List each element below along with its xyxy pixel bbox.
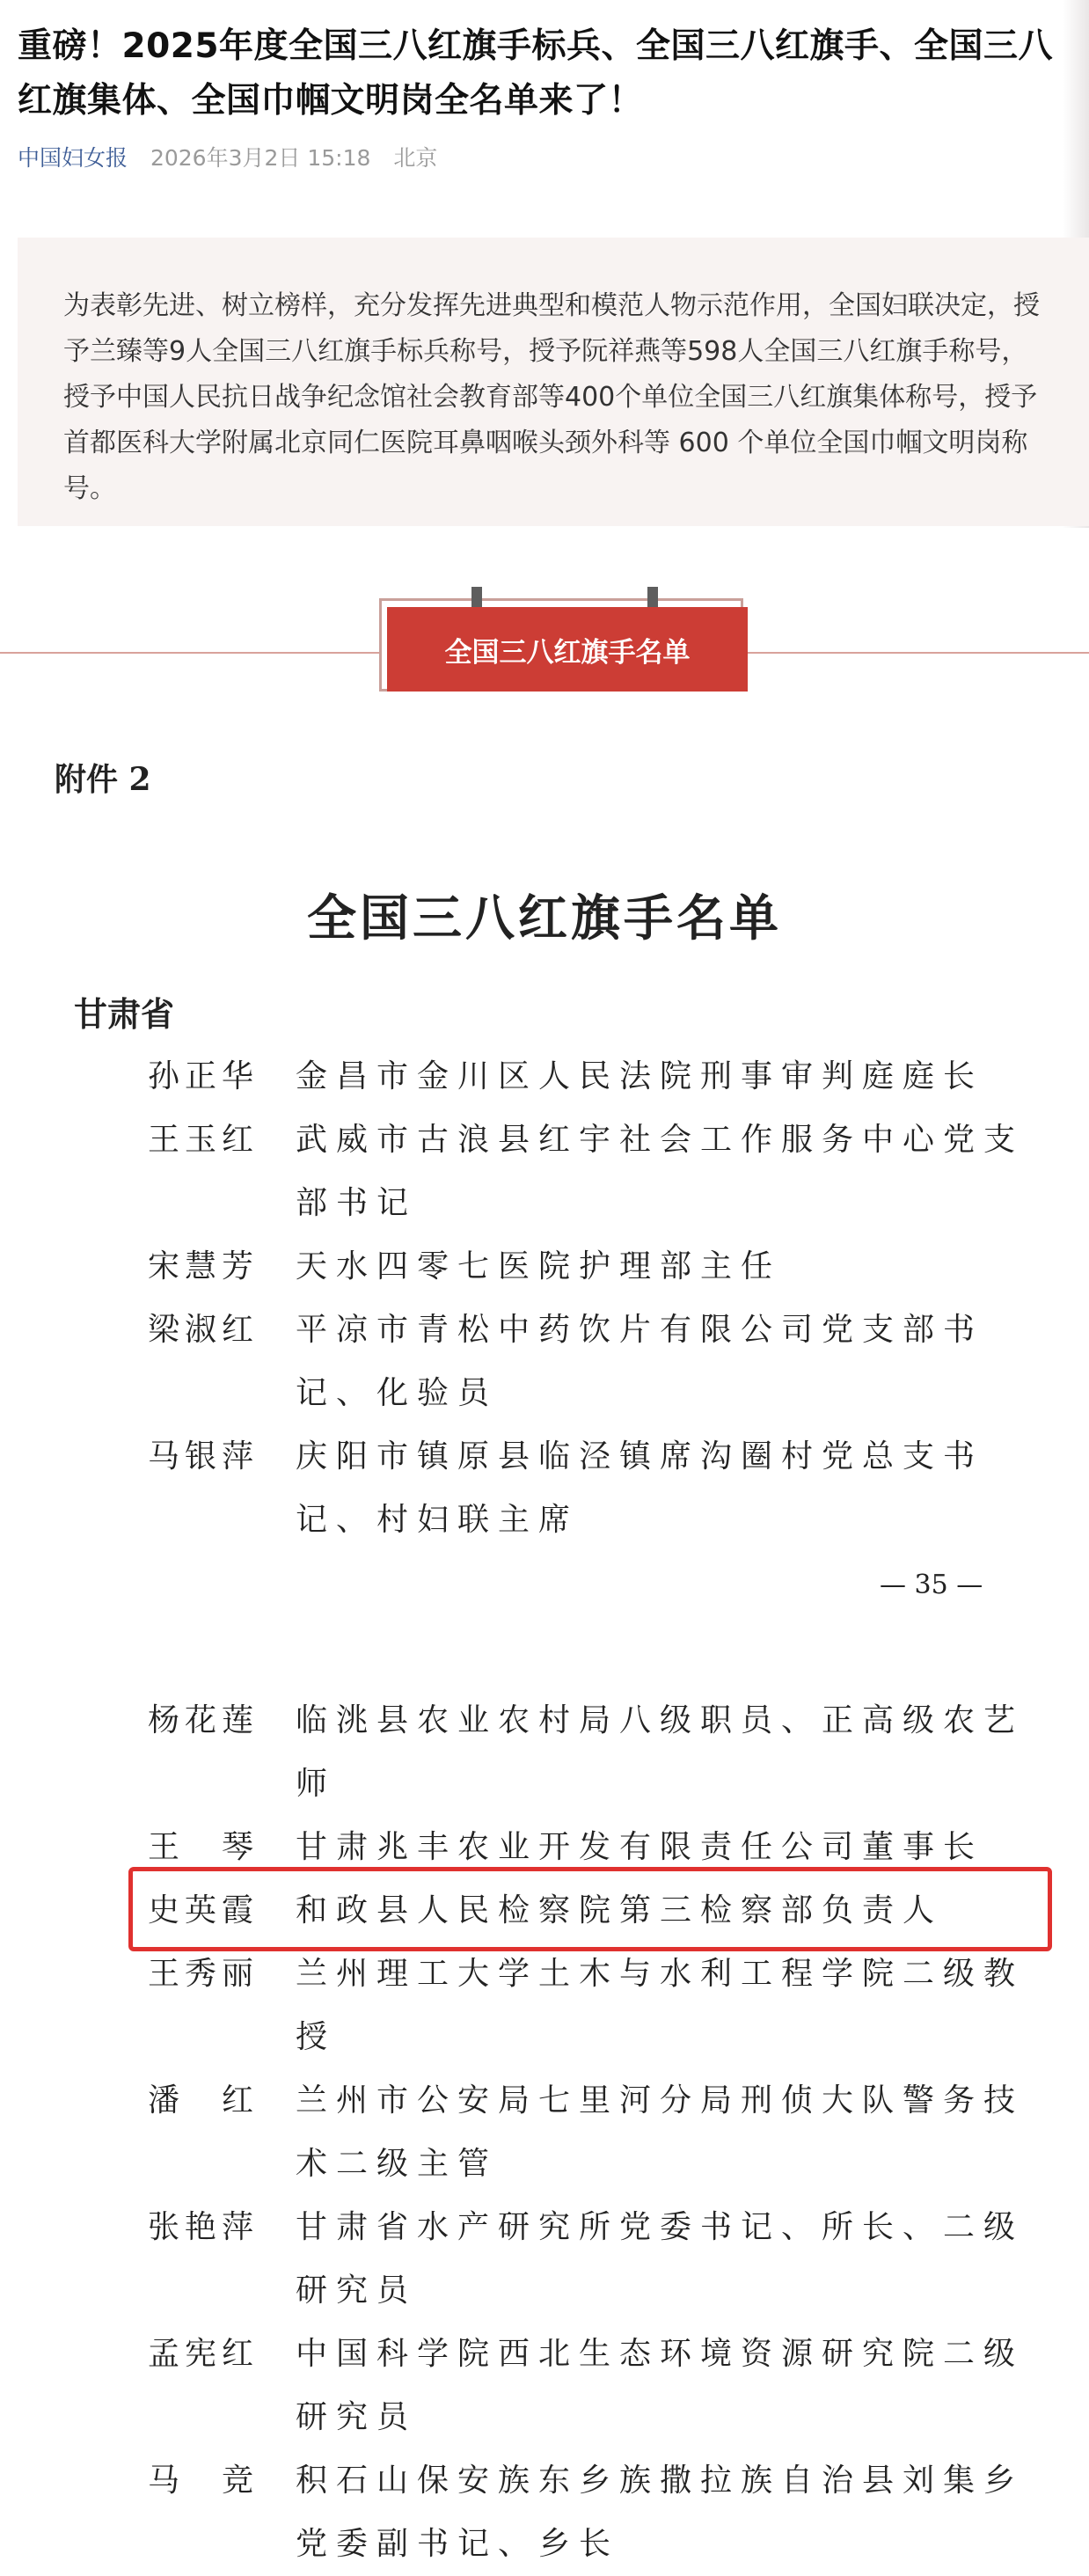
honoree-title: 积石山保安族东乡族撒拉族自治县刘集乡党委副书记、乡长	[296, 2463, 1025, 2562]
honoree-title: 甘肃省水产研究所党委书记、所长、二级研究员	[296, 2209, 1025, 2309]
honoree-title: 天水四零七医院护理部主任	[296, 1248, 782, 1284]
honoree-name: 潘 红	[148, 2082, 259, 2119]
publish-location: 北京	[393, 145, 438, 171]
honoree-entry	[0, 2069, 1089, 2196]
honoree-name: 王 琴	[148, 1829, 259, 1865]
honoree-name: 史英霞	[148, 1892, 259, 1928]
honoree-title: 金昌市金川区人民法院刑事审判庭庭长	[296, 1058, 984, 1094]
honoree-list-page2	[0, 1689, 1089, 2576]
honoree-entry	[0, 1943, 1089, 2069]
honoree-title: 中国科学院西北生态环境资源研究院二级研究员	[296, 2336, 1025, 2435]
honoree-title: 平凉市青松中药饮片有限公司党支部书记、化验员	[296, 1312, 984, 1411]
honoree-name: 宋慧芳	[148, 1248, 259, 1284]
honoree-entry	[0, 1109, 1089, 1235]
source-link[interactable]: 中国妇女报	[18, 145, 128, 171]
honoree-title: 临洮县农业农村局八级职员、正高级农艺师	[296, 1702, 1025, 1802]
honoree-name: 杨花莲	[148, 1702, 259, 1738]
honoree-entry	[0, 2449, 1089, 2576]
document-title: 全国三八红旗手名单	[307, 889, 782, 948]
honoree-entry	[0, 1425, 1089, 1552]
honoree-name: 梁淑红	[148, 1312, 259, 1348]
honoree-name: 孙正华	[148, 1058, 259, 1094]
article-meta	[18, 141, 437, 172]
banner-peg	[471, 587, 482, 608]
honoree-entry	[0, 2323, 1089, 2449]
article-headline: 重磅！2025年度全国三八红旗手标兵、全国三八红旗手、全国三八红旗集体、全国巾帼文明岗全名单来了！	[18, 26, 1054, 121]
honoree-name: 张艳萍	[148, 2209, 259, 2245]
honoree-title: 庆阳市镇原县临泾镇席沟圈村党总支书记、村妇联主席	[296, 1438, 984, 1538]
honoree-name: 马 竞	[148, 2463, 259, 2499]
publish-time: 2026年3月2日 15:18	[150, 145, 371, 171]
honoree-name: 王玉红	[148, 1122, 259, 1158]
honoree-name: 王秀丽	[148, 1956, 259, 1992]
honoree-title: 甘肃兆丰农业开发有限责任公司董事长	[296, 1829, 984, 1865]
honoree-entry	[0, 2196, 1089, 2323]
honoree-entry	[0, 1299, 1089, 1425]
honoree-entry	[0, 1045, 1089, 1109]
section-banner: 全国三八红旗手名单	[387, 607, 748, 692]
honoree-title: 兰州理工大学土木与水利工程学院二级教授	[296, 1956, 1025, 2055]
province-heading: 甘肃省	[74, 995, 175, 1034]
honoree-title: 和政县人民检察院第三检察部负责人	[296, 1892, 944, 1928]
honoree-list-page1	[0, 1045, 1089, 1552]
banner-peg	[647, 587, 658, 608]
article-summary: 为表彰先进、树立榜样，充分发挥先进典型和模范人物示范作用，全国妇联决定，授予兰臻等9人全国三八红旗手标兵称号，授予阮祥燕等598人全国三八红旗手称号，授予中国人民抗日战争纪念馆社会教育部等400个单位全国三八红旗集体称号，授予首都医科大学附属北京同仁医院耳鼻咽喉头颈外科等 600 个单位全国巾帼文明岗称号。	[18, 238, 1089, 526]
page-number: — 35 —	[880, 1570, 983, 1600]
honoree-entry	[0, 1235, 1089, 1299]
honoree-name: 孟宪红	[148, 2336, 259, 2372]
honoree-name: 马银萍	[148, 1438, 259, 1475]
honoree-title: 武威市古浪县红宇社会工作服务中心党支部书记	[296, 1122, 1025, 1221]
attachment-label: 附件 2	[55, 761, 151, 798]
honoree-entry	[0, 1689, 1089, 1816]
highlight-box	[128, 1867, 1052, 1951]
honoree-title: 兰州市公安局七里河分局刑侦大队警务技术二级主管	[296, 2082, 1025, 2182]
